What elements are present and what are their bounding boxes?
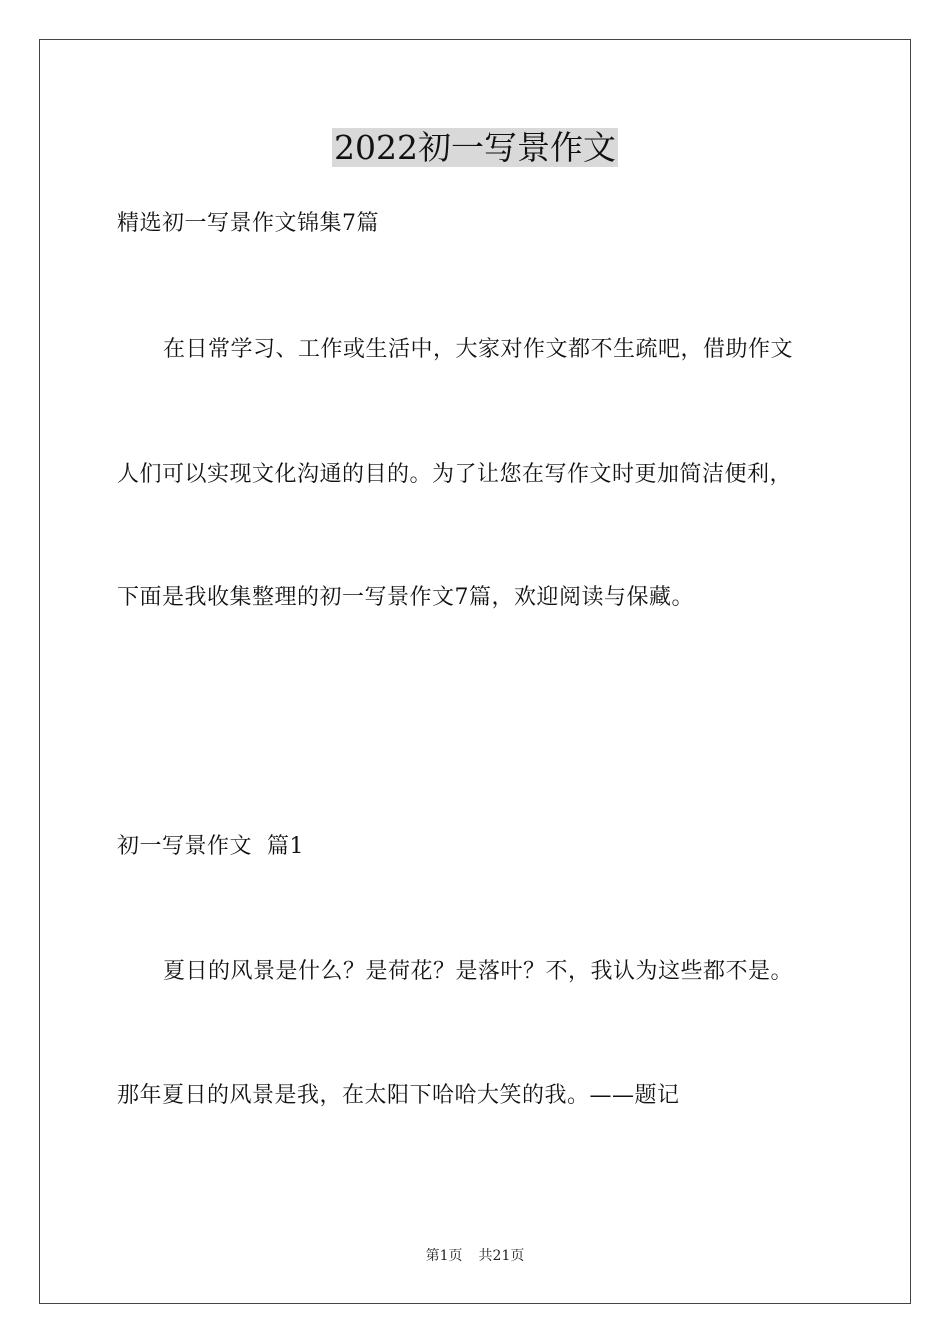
intro-line-2: 人们可以实现文化沟通的目的。为了让您在写作文时更加简洁便利， xyxy=(117,462,793,487)
document-title xyxy=(0,126,950,170)
page-footer xyxy=(0,1246,950,1266)
intro-line-1: 在日常学习、工作或生活中，大家对作文都不生疏吧，借助作文 xyxy=(163,337,794,362)
document-subtitle: 精选初一写景作文锦集7篇 xyxy=(117,211,379,236)
section-line-2: 那年夏日的风景是我，在太阳下哈哈大笑的我。——题记 xyxy=(117,1083,680,1108)
page-total: 共21页 xyxy=(478,1248,525,1264)
intro-line-3: 下面是我收集整理的初一写景作文7篇，欢迎阅读与保藏。 xyxy=(117,585,694,610)
section-heading: 初一写景作文 篇1 xyxy=(117,834,304,859)
page-number: 第1页 xyxy=(425,1248,463,1264)
document-title-text: 2022初一写景作文 xyxy=(334,128,616,167)
section-line-1: 夏日的风景是什么？是荷花？是落叶？不，我认为这些都不是。 xyxy=(163,959,794,984)
